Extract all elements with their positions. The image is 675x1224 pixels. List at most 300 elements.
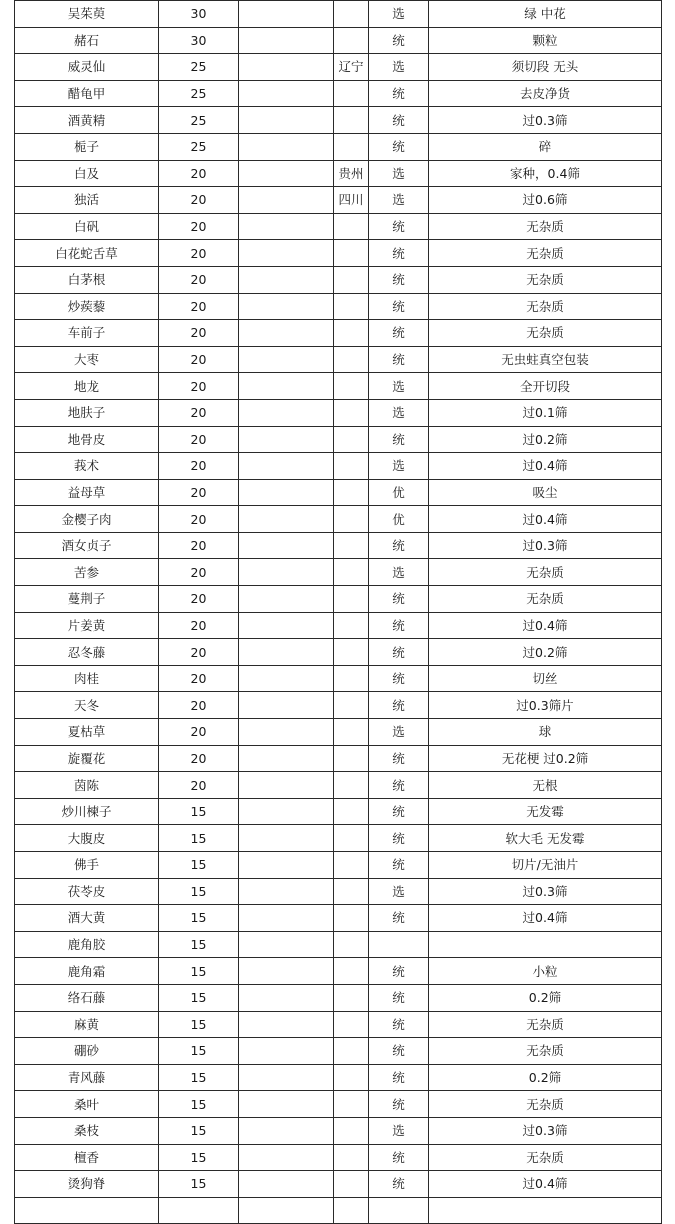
blank-cell (239, 931, 334, 958)
herb-name-cell: 车前子 (15, 320, 159, 347)
spec-cell: 无根 (429, 772, 662, 799)
table-row (15, 1197, 662, 1224)
blank-cell (239, 506, 334, 533)
grade-cell: 选 (369, 160, 429, 187)
quantity-cell: 25 (159, 107, 239, 134)
herb-name-cell: 茯苓皮 (15, 878, 159, 905)
blank-cell (239, 1144, 334, 1171)
herb-name-cell: 麻黄 (15, 1011, 159, 1038)
spec-cell: 过0.4筛 (429, 905, 662, 932)
quantity-cell: 20 (159, 399, 239, 426)
herb-name-cell: 鹿角霜 (15, 958, 159, 985)
grade-cell: 统 (369, 825, 429, 852)
origin-cell: 辽宁 (334, 54, 369, 81)
quantity-cell: 20 (159, 320, 239, 347)
blank-cell (239, 559, 334, 586)
blank-cell (239, 878, 334, 905)
quantity-cell: 20 (159, 240, 239, 267)
origin-cell (334, 745, 369, 772)
blank-cell (239, 586, 334, 613)
grade-cell: 统 (369, 293, 429, 320)
grade-cell: 统 (369, 772, 429, 799)
grade-cell: 统 (369, 1144, 429, 1171)
blank-cell (239, 905, 334, 932)
origin-cell (334, 931, 369, 958)
herb-name-cell: 地骨皮 (15, 426, 159, 453)
grade-cell: 统 (369, 1091, 429, 1118)
table-row (15, 905, 662, 932)
spec-cell: 切丝 (429, 665, 662, 692)
spec-cell: 过0.4筛 (429, 1171, 662, 1198)
quantity-cell: 20 (159, 346, 239, 373)
grade-cell: 选 (369, 1117, 429, 1144)
origin-cell (334, 80, 369, 107)
quantity-cell: 20 (159, 586, 239, 613)
grade-cell: 统 (369, 1064, 429, 1091)
table-row (15, 984, 662, 1011)
blank-cell (239, 426, 334, 453)
spec-cell: 切片/无油片 (429, 852, 662, 879)
table-row (15, 1011, 662, 1038)
quantity-cell: 20 (159, 187, 239, 214)
blank-cell (239, 719, 334, 746)
origin-cell: 四川 (334, 187, 369, 214)
blank-cell (239, 612, 334, 639)
herb-name-cell: 夏枯草 (15, 719, 159, 746)
blank-cell (239, 399, 334, 426)
quantity-cell: 15 (159, 852, 239, 879)
origin-cell (334, 1011, 369, 1038)
grade-cell: 统 (369, 745, 429, 772)
herb-name-cell: 地肤子 (15, 399, 159, 426)
blank-cell (239, 1091, 334, 1118)
spec-cell: 软大毛 无发霉 (429, 825, 662, 852)
origin-cell (334, 293, 369, 320)
origin-cell (334, 213, 369, 240)
quantity-cell: 20 (159, 160, 239, 187)
origin-cell (334, 346, 369, 373)
blank-cell (239, 213, 334, 240)
origin-cell (334, 107, 369, 134)
table-row (15, 612, 662, 639)
origin-cell (334, 133, 369, 160)
table-row (15, 506, 662, 533)
origin-cell (334, 719, 369, 746)
table-row (15, 825, 662, 852)
origin-cell (334, 320, 369, 347)
origin-cell (334, 373, 369, 400)
table-row (15, 586, 662, 613)
spec-cell: 过0.1筛 (429, 399, 662, 426)
origin-cell (334, 1197, 369, 1224)
table-row (15, 346, 662, 373)
spec-cell: 过0.4筛 (429, 506, 662, 533)
spec-cell: 过0.4筛 (429, 453, 662, 480)
grade-cell: 统 (369, 426, 429, 453)
blank-cell (239, 1197, 334, 1224)
blank-cell (239, 80, 334, 107)
herb-name-cell: 独活 (15, 187, 159, 214)
table-row (15, 1144, 662, 1171)
spec-cell: 无杂质 (429, 240, 662, 267)
blank-cell (239, 532, 334, 559)
quantity-cell: 20 (159, 772, 239, 799)
quantity-cell: 25 (159, 133, 239, 160)
herb-name-cell: 烫狗脊 (15, 1171, 159, 1198)
table-row (15, 665, 662, 692)
origin-cell (334, 1144, 369, 1171)
blank-cell (239, 453, 334, 480)
spec-cell: 无杂质 (429, 293, 662, 320)
herb-name-cell: 吴茱萸 (15, 1, 159, 28)
quantity-cell: 15 (159, 931, 239, 958)
spec-cell: 过0.4筛 (429, 612, 662, 639)
quantity-cell: 15 (159, 1038, 239, 1065)
spec-cell: 球 (429, 719, 662, 746)
quantity-cell: 20 (159, 453, 239, 480)
quantity-cell: 20 (159, 639, 239, 666)
herb-name-cell: 炒蒺藜 (15, 293, 159, 320)
blank-cell (239, 320, 334, 347)
table-row (15, 745, 662, 772)
table-row (15, 878, 662, 905)
quantity-cell: 15 (159, 1011, 239, 1038)
herb-name-cell: 益母草 (15, 479, 159, 506)
blank-cell (239, 293, 334, 320)
table-row (15, 80, 662, 107)
herb-name-cell: 苦参 (15, 559, 159, 586)
spec-cell: 家种，0.4筛 (429, 160, 662, 187)
spec-cell: 无杂质 (429, 320, 662, 347)
spec-cell: 小粒 (429, 958, 662, 985)
spec-cell: 过0.2筛 (429, 639, 662, 666)
quantity-cell: 20 (159, 665, 239, 692)
herb-name-cell: 鹿角胶 (15, 931, 159, 958)
herb-name-cell: 忍冬藤 (15, 639, 159, 666)
table-row (15, 107, 662, 134)
table-row (15, 1064, 662, 1091)
blank-cell (239, 240, 334, 267)
grade-cell: 统 (369, 958, 429, 985)
grade-cell: 统 (369, 346, 429, 373)
herb-name-cell: 天冬 (15, 692, 159, 719)
spec-cell: 无杂质 (429, 1011, 662, 1038)
herb-name-cell: 醋龟甲 (15, 80, 159, 107)
blank-cell (239, 107, 334, 134)
quantity-cell: 20 (159, 719, 239, 746)
table-row (15, 559, 662, 586)
quantity-cell: 25 (159, 80, 239, 107)
table-row (15, 426, 662, 453)
spec-cell: 无发霉 (429, 798, 662, 825)
origin-cell (334, 772, 369, 799)
blank-cell (239, 852, 334, 879)
grade-cell: 统 (369, 80, 429, 107)
table-row (15, 27, 662, 54)
herb-name-cell: 片姜黄 (15, 612, 159, 639)
origin-cell (334, 878, 369, 905)
herb-table-body (15, 1, 662, 1224)
grade-cell: 选 (369, 373, 429, 400)
grade-cell: 选 (369, 187, 429, 214)
grade-cell (369, 1197, 429, 1224)
quantity-cell: 15 (159, 958, 239, 985)
quantity-cell: 20 (159, 506, 239, 533)
table-row (15, 54, 662, 81)
spec-cell: 过0.2筛 (429, 426, 662, 453)
spec-cell: 去皮净货 (429, 80, 662, 107)
origin-cell (334, 506, 369, 533)
origin-cell (334, 1117, 369, 1144)
origin-cell (334, 665, 369, 692)
quantity-cell: 15 (159, 1171, 239, 1198)
table-row (15, 373, 662, 400)
origin-cell: 贵州 (334, 160, 369, 187)
origin-cell (334, 1, 369, 28)
blank-cell (239, 346, 334, 373)
origin-cell (334, 1038, 369, 1065)
quantity-cell: 15 (159, 1091, 239, 1118)
quantity-cell: 20 (159, 692, 239, 719)
grade-cell: 统 (369, 665, 429, 692)
spec-cell: 过0.3筛 (429, 878, 662, 905)
table-row (15, 692, 662, 719)
spec-cell: 无杂质 (429, 213, 662, 240)
table-row (15, 133, 662, 160)
spec-cell: 过0.3筛 (429, 1117, 662, 1144)
table-row (15, 798, 662, 825)
herb-name-cell: 硼砂 (15, 1038, 159, 1065)
blank-cell (239, 1064, 334, 1091)
origin-cell (334, 612, 369, 639)
grade-cell: 优 (369, 479, 429, 506)
herb-name-cell: 蔓荆子 (15, 586, 159, 613)
blank-cell (239, 772, 334, 799)
herb-name-cell: 桑叶 (15, 1091, 159, 1118)
origin-cell (334, 905, 369, 932)
herb-name-cell: 地龙 (15, 373, 159, 400)
quantity-cell: 15 (159, 798, 239, 825)
quantity-cell: 20 (159, 559, 239, 586)
herb-name-cell: 络石藤 (15, 984, 159, 1011)
origin-cell (334, 692, 369, 719)
table-row (15, 1117, 662, 1144)
table-row (15, 852, 662, 879)
origin-cell (334, 852, 369, 879)
quantity-cell: 15 (159, 1117, 239, 1144)
blank-cell (239, 1011, 334, 1038)
origin-cell (334, 532, 369, 559)
quantity-cell: 15 (159, 1144, 239, 1171)
grade-cell: 统 (369, 266, 429, 293)
grade-cell: 统 (369, 1038, 429, 1065)
grade-cell: 统 (369, 240, 429, 267)
origin-cell (334, 639, 369, 666)
herb-name-cell: 莪术 (15, 453, 159, 480)
quantity-cell: 20 (159, 213, 239, 240)
blank-cell (239, 798, 334, 825)
blank-cell (239, 187, 334, 214)
grade-cell: 选 (369, 719, 429, 746)
origin-cell (334, 798, 369, 825)
grade-cell: 统 (369, 133, 429, 160)
origin-cell (334, 453, 369, 480)
herb-name-cell: 赭石 (15, 27, 159, 54)
spec-cell: 无杂质 (429, 1091, 662, 1118)
table-row (15, 213, 662, 240)
table-row (15, 1038, 662, 1065)
spec-cell: 无杂质 (429, 586, 662, 613)
grade-cell: 统 (369, 692, 429, 719)
blank-cell (239, 54, 334, 81)
spec-cell: 颗粒 (429, 27, 662, 54)
blank-cell (239, 479, 334, 506)
table-row (15, 1091, 662, 1118)
quantity-cell: 15 (159, 905, 239, 932)
spec-cell: 过0.3筛 (429, 532, 662, 559)
grade-cell: 选 (369, 559, 429, 586)
blank-cell (239, 1038, 334, 1065)
origin-cell (334, 240, 369, 267)
herb-name-cell: 酒黄精 (15, 107, 159, 134)
grade-cell: 选 (369, 54, 429, 81)
grade-cell: 统 (369, 27, 429, 54)
table-row (15, 320, 662, 347)
grade-cell: 统 (369, 586, 429, 613)
herb-table (14, 0, 661, 1224)
origin-cell (334, 586, 369, 613)
spec-cell: 过0.3筛 (429, 107, 662, 134)
herb-name-cell: 青风藤 (15, 1064, 159, 1091)
blank-cell (239, 133, 334, 160)
grade-cell: 选 (369, 399, 429, 426)
blank-cell (239, 373, 334, 400)
quantity-cell: 30 (159, 27, 239, 54)
herb-name-cell: 炒川楝子 (15, 798, 159, 825)
spec-cell: 碎 (429, 133, 662, 160)
quantity-cell: 20 (159, 479, 239, 506)
origin-cell (334, 559, 369, 586)
grade-cell: 统 (369, 1011, 429, 1038)
quantity-cell: 20 (159, 293, 239, 320)
herb-name-cell: 金樱子肉 (15, 506, 159, 533)
quantity-cell: 20 (159, 266, 239, 293)
spec-cell: 须切段 无头 (429, 54, 662, 81)
table-row (15, 532, 662, 559)
grade-cell: 统 (369, 532, 429, 559)
table-row (15, 293, 662, 320)
spec-cell: 0.2筛 (429, 1064, 662, 1091)
quantity-cell: 25 (159, 54, 239, 81)
blank-cell (239, 1, 334, 28)
quantity-cell: 15 (159, 825, 239, 852)
blank-cell (239, 958, 334, 985)
blank-cell (239, 27, 334, 54)
herb-name-cell: 大腹皮 (15, 825, 159, 852)
origin-cell (334, 426, 369, 453)
table-row (15, 931, 662, 958)
grade-cell: 统 (369, 798, 429, 825)
blank-cell (239, 1171, 334, 1198)
table-row (15, 719, 662, 746)
quantity-cell: 20 (159, 373, 239, 400)
spec-cell: 全开切段 (429, 373, 662, 400)
origin-cell (334, 1064, 369, 1091)
quantity-cell: 20 (159, 426, 239, 453)
herb-name-cell (15, 1197, 159, 1224)
table-row (15, 1171, 662, 1198)
spec-cell: 无杂质 (429, 266, 662, 293)
table-row (15, 399, 662, 426)
origin-cell (334, 825, 369, 852)
grade-cell: 选 (369, 878, 429, 905)
quantity-cell: 15 (159, 1064, 239, 1091)
spec-cell: 无杂质 (429, 559, 662, 586)
quantity-cell: 20 (159, 612, 239, 639)
origin-cell (334, 479, 369, 506)
grade-cell (369, 931, 429, 958)
origin-cell (334, 1171, 369, 1198)
grade-cell: 统 (369, 852, 429, 879)
herb-name-cell: 白矾 (15, 213, 159, 240)
origin-cell (334, 27, 369, 54)
grade-cell: 统 (369, 639, 429, 666)
herb-name-cell: 白茅根 (15, 266, 159, 293)
quantity-cell: 15 (159, 878, 239, 905)
origin-cell (334, 266, 369, 293)
grade-cell: 选 (369, 453, 429, 480)
spec-cell: 无杂质 (429, 1144, 662, 1171)
grade-cell: 选 (369, 1, 429, 28)
herb-name-cell: 桑枝 (15, 1117, 159, 1144)
spec-cell: 过0.6筛 (429, 187, 662, 214)
quantity-cell: 20 (159, 532, 239, 559)
blank-cell (239, 266, 334, 293)
origin-cell (334, 984, 369, 1011)
table-row (15, 772, 662, 799)
table-row (15, 1, 662, 28)
herb-name-cell: 白花蛇舌草 (15, 240, 159, 267)
table-row (15, 639, 662, 666)
grade-cell: 统 (369, 984, 429, 1011)
spec-cell: 无杂质 (429, 1038, 662, 1065)
grade-cell: 统 (369, 612, 429, 639)
blank-cell (239, 160, 334, 187)
spec-cell: 0.2筛 (429, 984, 662, 1011)
table-row (15, 240, 662, 267)
herb-name-cell: 酒大黄 (15, 905, 159, 932)
spec-cell: 绿 中花 (429, 1, 662, 28)
spec-cell: 无虫蛀真空包装 (429, 346, 662, 373)
table-row (15, 479, 662, 506)
table-row (15, 958, 662, 985)
herb-name-cell: 栀子 (15, 133, 159, 160)
spec-cell: 吸尘 (429, 479, 662, 506)
herb-name-cell: 酒女贞子 (15, 532, 159, 559)
blank-cell (239, 692, 334, 719)
quantity-cell: 15 (159, 984, 239, 1011)
table-row (15, 453, 662, 480)
blank-cell (239, 984, 334, 1011)
herb-name-cell: 檀香 (15, 1144, 159, 1171)
blank-cell (239, 665, 334, 692)
quantity-cell: 20 (159, 745, 239, 772)
quantity-cell: 30 (159, 1, 239, 28)
spec-cell (429, 1197, 662, 1224)
spec-cell (429, 931, 662, 958)
herb-name-cell: 佛手 (15, 852, 159, 879)
table-row (15, 160, 662, 187)
